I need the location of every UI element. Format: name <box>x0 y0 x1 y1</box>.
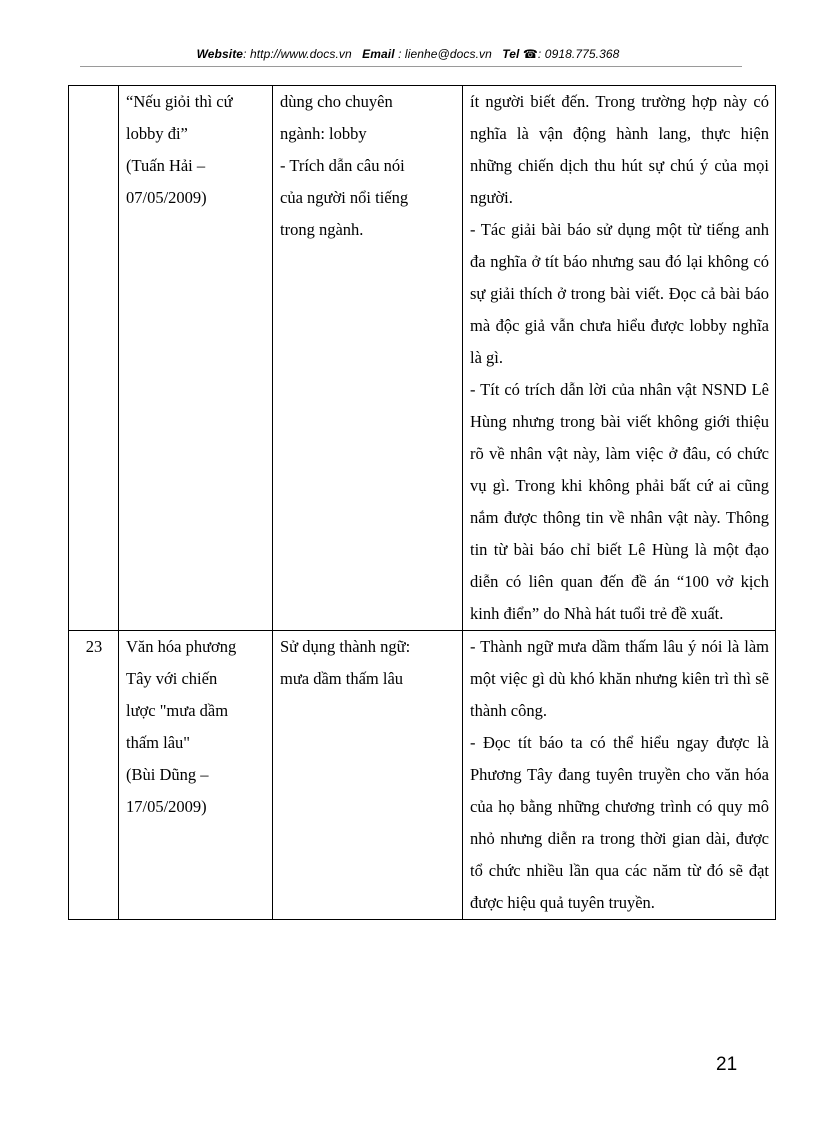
header-divider <box>80 66 742 67</box>
headline-line: lobby đi” <box>126 124 188 143</box>
website-value: : http://www.docs.vn <box>243 47 352 61</box>
table-row <box>69 631 776 920</box>
analysis-paragraph: - Tác giải bài báo sử dụng một từ tiếng anh đa nghĩa ở tít báo nhưng sau đó lại không có sự giải thích ở trong bài viết. Đọc cả bài báo mà độc giả vẫn chưa hiểu được lobby nghĩa là gì. <box>470 220 769 367</box>
technique-line: - Trích dẫn câu nói <box>280 156 405 175</box>
analysis-paragraph: - Tít có trích dẫn lời của nhân vật NSND Lê Hùng nhưng trong bài viết không giới thiệu rõ về nhân vật này, làm việc ở đâu, có chức vụ gì. Trong khi không phải bất cứ ai cũng nắm được thông tin về nhân vật này. Thông tin từ bài báo chỉ biết Lê Hùng là một đạo diễn có liên quan đến đề án “100 vở kịch kinh điển” do Nhà hát tuổi trẻ đề xuất. <box>470 380 769 623</box>
email-value: : lienhe@docs.vn <box>398 47 492 61</box>
analysis-paragraph: ít người biết đến. Trong trường hợp này có nghĩa là vận động hành lang, thực hiện những chiến dịch thu hút sự chú ý của mọi người. <box>470 92 769 207</box>
analysis-cell <box>463 86 776 631</box>
page-number: 21 <box>716 1054 738 1075</box>
row-number-cell: 23 <box>69 631 119 920</box>
tel-value: : 0918.775.368 <box>537 47 620 61</box>
page-header <box>0 47 816 61</box>
headline-cell <box>119 86 273 631</box>
technique-line: ngành: lobby <box>280 124 367 143</box>
headline-line: 17/05/2009) <box>126 797 207 816</box>
website-label: Website <box>196 47 244 61</box>
table-row <box>69 86 776 631</box>
headline-line: thấm lâu" <box>126 733 191 752</box>
headline-line: Văn hóa phương <box>126 637 237 656</box>
tel-label: Tel <box>502 47 520 61</box>
headline-cell <box>119 631 273 920</box>
headline-line: 07/05/2009) <box>126 188 207 207</box>
technique-cell <box>273 631 463 920</box>
technique-line: của người nổi tiếng <box>280 188 409 207</box>
technique-line: mưa dầm thấm lâu <box>280 669 404 688</box>
phone-icon: ☎ <box>522 47 538 61</box>
technique-line: trong ngành. <box>280 220 364 239</box>
headline-line: (Bùi Dũng – <box>126 765 209 784</box>
technique-line: dùng cho chuyên <box>280 92 393 111</box>
analysis-table <box>68 85 776 920</box>
analysis-paragraph: - Thành ngữ mưa dầm thấm lâu ý nói là làm một việc gì dù khó khăn nhưng kiên trì thì sẽ thành công. <box>470 637 769 720</box>
headline-line: “Nếu giỏi thì cứ <box>126 92 233 111</box>
row-number-cell <box>69 86 119 631</box>
technique-cell <box>273 86 463 631</box>
headline-line: lược "mưa dầm <box>126 701 229 720</box>
email-label: Email <box>362 47 395 61</box>
analysis-cell <box>463 631 776 920</box>
headline-line: Tây với chiến <box>126 669 218 688</box>
technique-line: Sử dụng thành ngữ: <box>280 637 411 656</box>
analysis-paragraph: - Đọc tít báo ta có thể hiểu ngay được là Phương Tây đang tuyên truyền cho văn hóa của họ bằng những chương trình có quy mô nhỏ nhưng diễn ra trong thời gian dài, được tổ chức nhiều lần qua các năm từ đó sẽ đạt được hiệu quả tuyên truyền. <box>470 733 769 912</box>
headline-line: (Tuấn Hải – <box>126 156 206 175</box>
